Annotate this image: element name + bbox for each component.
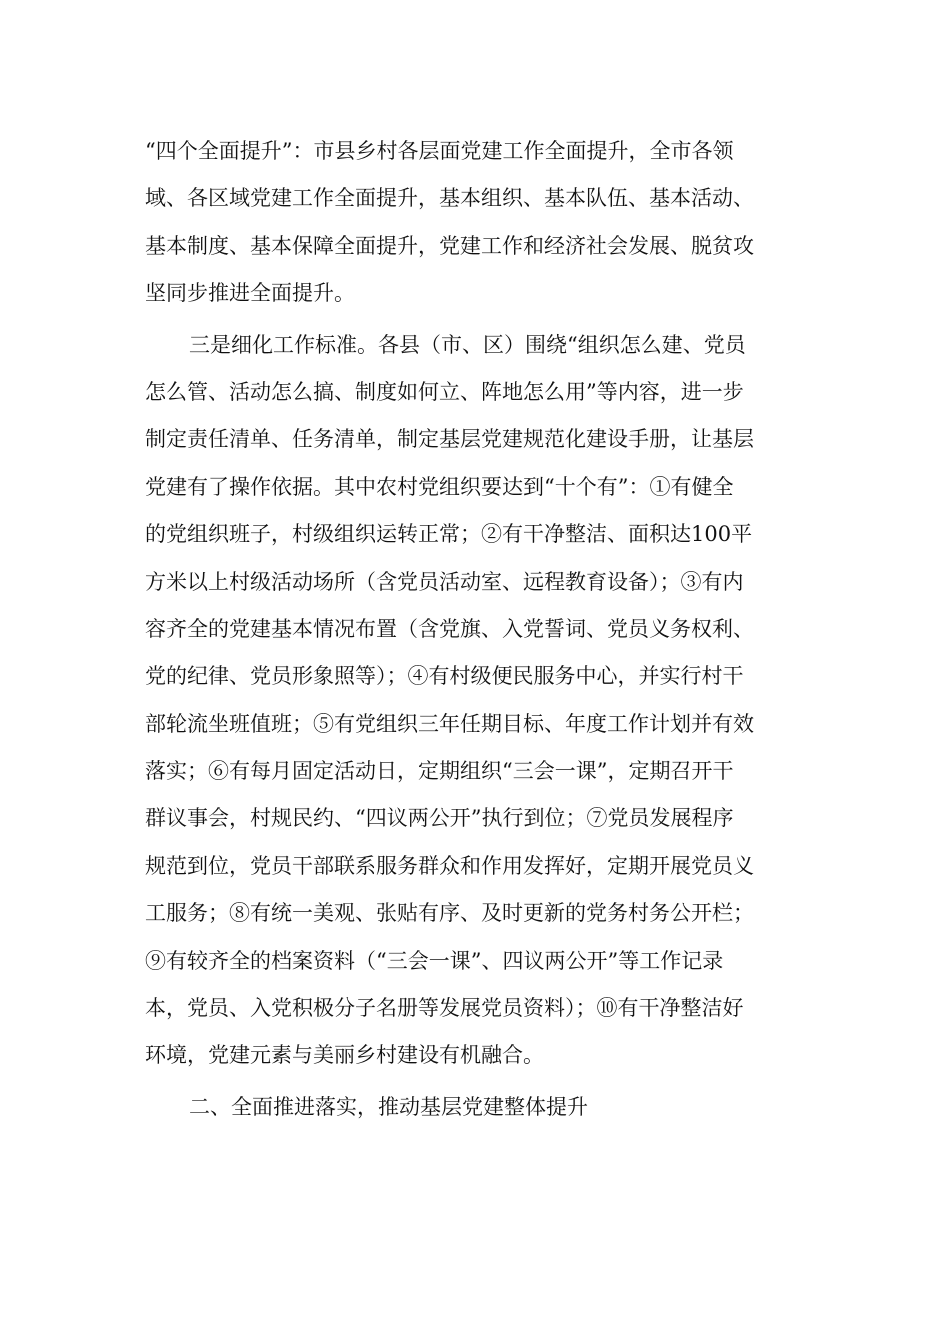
text-line-7: 制定责任清单、任务清单，制定基层党建规范化建设手册，让基层 [145,427,754,452]
section-heading: 二、全面推进落实，推动基层党建整体提升 [189,1094,588,1119]
text-line-3: 基本制度、基本保障全面提升，党建工作和经济社会发展、脱贫攻 [145,233,754,258]
text-line-11: 容齐全的党建基本情况布置（含党旗、入党誓词、党员义务权利、 [145,616,754,641]
text-line-20: 环境，党建元素与美丽乡村建设有机融合。 [145,1043,544,1068]
text-line-5: 三是细化工作标准。各县（市、区）围绕“组织怎么建、党员 [189,332,746,357]
document-body [145,128,795,1131]
text-line-2: 域、各区域党建工作全面提升，基本组织、基本队伍、基本活动、 [145,186,754,211]
text-line-4: 坚同步推进全面提升。 [145,281,355,306]
text-line-18: ⑨有较齐全的档案资料（“三会一课”、四议两公开”等工作记录 [145,948,724,973]
text-line-12: 党的纪律、党员形象照等）；④有村级便民服务中心，并实行村干 [145,664,744,689]
text-line-16: 规范到位，党员干部联系服务群众和作用发挥好，定期开展党员义 [145,853,754,878]
text-line-6: 怎么管、活动怎么搞、制度如何立、阵地怎么用”等内容，进一步 [145,379,744,404]
text-line-17: 工服务；⑧有统一美观、张贴有序、及时更新的党务村务公开栏； [145,901,754,926]
text-line-9: 的党组织班子，村级组织运转正常；②有干净整洁、面积达100平 [145,522,753,547]
text-line-13: 部轮流坐班值班；⑤有党组织三年任期目标、年度工作计划并有效 [145,711,754,736]
text-line-10: 方米以上村级活动场所（含党员活动室、远程教育设备）；③有内 [145,569,744,594]
text-line-19: 本，党员、入党积极分子名册等发展党员资料）；⑩有干净整洁好 [145,996,744,1021]
text-line-15: 群议事会，村规民约、“四议两公开”执行到位；⑦党员发展程序 [145,806,734,831]
text-line-14: 落实；⑥有每月固定活动日，定期组织“三会一课”，定期召开干 [145,759,734,784]
text-line-1: “四个全面提升”：市县乡村各层面党建工作全面提升，全市各领 [145,139,734,163]
text-line-8: 党建有了操作依据。其中农村党组织要达到“十个有”：①有健全 [145,474,734,499]
